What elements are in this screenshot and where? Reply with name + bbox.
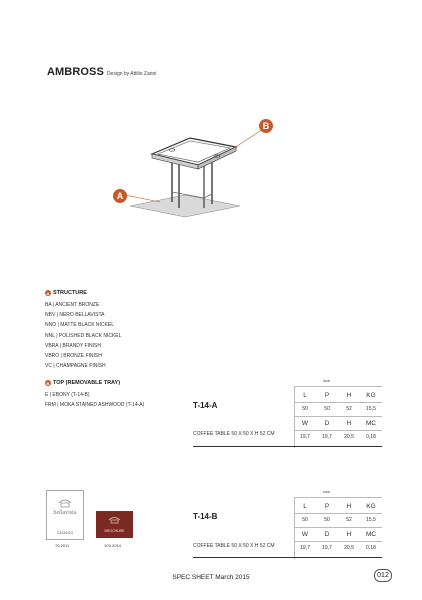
structure-option: VBRA | BRANDY FINISH [45, 342, 101, 349]
value-kg: 15,5 [366, 517, 376, 523]
structure-title-text: STRUCTURE [53, 290, 87, 296]
value-p: 50 [324, 517, 330, 523]
header-mc: MC [365, 531, 377, 538]
brochure-label: BROCHURE [104, 529, 125, 533]
spec-divider-line [193, 557, 382, 558]
structure-section [45, 290, 121, 371]
footer-title: SPEC SHEET March 2015 [172, 574, 250, 581]
callout-a-label: A [116, 191, 124, 201]
header-kg: KG [366, 392, 376, 399]
value-l: 50 [302, 406, 308, 412]
page-number [374, 569, 392, 582]
product-code-b: T-14-B [193, 512, 218, 521]
spec-table-b [292, 489, 382, 559]
product-description-a: COFFEE TABLE 50 X 50 X H 52 CM [193, 431, 275, 437]
header-d: D [324, 531, 330, 538]
product-description-b: COFFEE TABLE 50 X 50 X H 52 CM [193, 543, 275, 549]
top-option: E | EBONY (T-14-B) [45, 392, 90, 398]
header-d: D [324, 420, 330, 427]
structure-option: NNL | POLISHED BLACK NICKEL [45, 332, 122, 339]
header-l: L [303, 392, 307, 399]
structure-title [45, 290, 121, 296]
size-label: size [323, 378, 331, 383]
value-d: 19,7 [322, 434, 332, 440]
header-mc: MC [365, 420, 377, 427]
header-h-in: H [346, 420, 352, 427]
product-name: AMBROSS [47, 66, 104, 78]
value-h-in: 20,5 [344, 434, 354, 440]
header-h: H [346, 503, 352, 510]
structure-option: BA | ANCIENT BRONZE [45, 302, 100, 308]
value-h: 52 [346, 406, 352, 412]
callout-a-badge [113, 189, 127, 203]
top-badge: B [46, 380, 50, 386]
catalog-brand: bellavista [53, 510, 77, 516]
brochure-caption: 109-2014 [104, 543, 121, 548]
structure-option: NBV | NERO BELLAVISTA [45, 312, 105, 319]
header-l: L [303, 503, 307, 510]
spec-table-a [292, 378, 382, 448]
product-code-a: T-14-A [193, 401, 218, 410]
size-label: size [323, 489, 331, 494]
catalog-caption: 70-2011 [55, 543, 70, 548]
structure-option: NNO | MATTE BLACK NICKEL [45, 322, 114, 329]
header-kg: KG [366, 503, 376, 510]
top-title-text: TOP (REMOVABLE TRAY) [53, 380, 121, 386]
brochure-logo-icon [96, 511, 133, 538]
value-p: 50 [324, 406, 330, 412]
top-section [45, 380, 144, 410]
value-w: 19,7 [300, 545, 310, 551]
header-h: H [346, 392, 352, 399]
value-mc: 0,18 [366, 434, 376, 440]
callout-b-label: B [262, 121, 270, 131]
value-kg: 15,5 [366, 406, 376, 412]
callout-b-badge [259, 119, 273, 133]
header-h-in: H [346, 531, 352, 538]
header-w: W [301, 420, 309, 427]
header-p: P [324, 392, 330, 399]
brochure-thumbnail[interactable] [96, 511, 133, 538]
page-header [47, 66, 156, 78]
value-h-in: 20,5 [344, 545, 354, 551]
value-w: 19,7 [300, 434, 310, 440]
structure-option: VC | CHAMPAGNE FINISH [45, 363, 106, 370]
designer-credit: Design by Attilio Zanni [106, 71, 157, 77]
top-title [45, 380, 144, 386]
value-mc: 0,18 [366, 545, 376, 551]
catalog-label: CATALOG [56, 531, 74, 535]
structure-option: VBRO | BRONZE FINISH [45, 353, 102, 360]
page-number-text: 012 [377, 572, 389, 579]
catalog-thumbnail[interactable] [46, 490, 84, 540]
structure-badge: A [46, 290, 50, 296]
top-option: FRM | MOKA STAINED ASHWOOD (T-14-A) [45, 402, 145, 409]
value-d: 19,7 [322, 545, 332, 551]
spec-divider-line [193, 446, 382, 447]
header-w: W [301, 531, 309, 538]
header-p: P [324, 503, 330, 510]
value-l: 50 [302, 517, 308, 523]
value-h: 52 [346, 517, 352, 523]
